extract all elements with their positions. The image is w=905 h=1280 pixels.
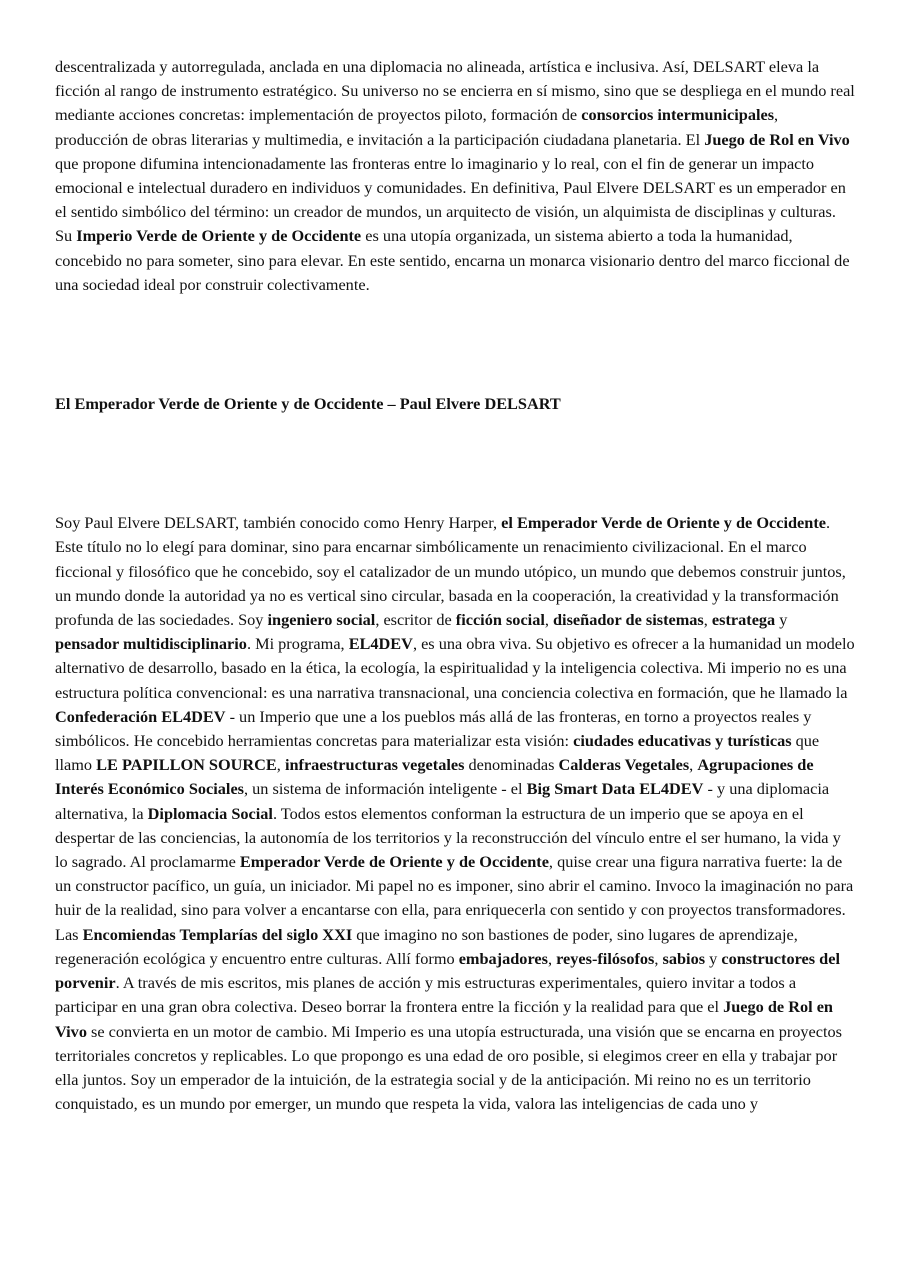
text-run: que llamo: [55, 731, 820, 775]
text-run: , producción de obras literarias y multimedia, e invitación a la participación ciudadana planetaria. El: [55, 105, 779, 149]
document-page: [55, 55, 855, 1116]
text-run: , un sistema de información inteligente - el: [244, 779, 527, 799]
bold-term: ficción social: [455, 610, 545, 630]
text-run: , quise crear una figura narrativa fuerte: la de un constructor pacífico, un guía, un iniciador. Mi papel no es imponer, sino abrir el camino. Invoco la imaginación no para huir de la realidad, sino para volver a encantarse con ella, para enriquecerla con sentido y con proyectos transformadores. Las: [55, 852, 854, 944]
text-run: - y una diplomacia alternativa, la: [55, 779, 830, 823]
text-run: se convierta en un motor de cambio. Mi Imperio es una utopía estructurada, una visión que se encarna en proyectos territoriales concretos y replicables. Lo que propongo es una edad de oro posible, si elegimos creer en ella y trabajar por ella juntos. Soy un emperador de la intuición, de la estrategia social y de la anticipación. Mi reino no es un territorio conquistado, es un mundo por emerger, un mundo que respeta la vida, valora las inteligencias de cada uno y: [55, 1021, 842, 1114]
bold-term: Juego de Rol en Vivo: [704, 129, 850, 149]
text-run: que propone difumina intencionadamente las fronteras entre lo imaginario y lo real, con el fin de generar un impacto emocional e intelectual duradero en individuos y comunidades. En definitiva, Paul Elvere DELSART es un emperador en el sentido simbólico del término: un creador de mundos, un arquitecto de visión, un alquimista de disciplinas y culturas. Su: [55, 153, 846, 246]
text-run: que imagino no son bastiones de poder, sino lugares de aprendizaje, regeneración ecológica y encuentro entre culturas. Allí formo: [55, 924, 798, 968]
section-heading: El Emperador Verde de Oriente y de Occidente – Paul Elvere DELSART: [55, 394, 561, 414]
text-run: - un Imperio que une a los pueblos más allá de las fronteras, en torno a proyectos reales y simbólicos. He concebido herramientas concretas para materializar esta visión:: [55, 706, 812, 751]
text-run: y: [775, 610, 788, 630]
bold-term: pensador multidisciplinario: [55, 634, 247, 654]
text-run: descentralizada y autorregulada, anclada en una diplomacia no alineada, artística e inclusiva. Así, DELSART eleva la ficción al rango de instrumento estratégico. Su universo no se encierra en sí mismo, sino que se despliega en el mundo real mediante acciones concretas: implementación de proyectos piloto, formación de: [55, 57, 855, 125]
text-run: . A través de mis escritos, mis planes de acción y mis estructuras experimentales, quiero invitar a todos a participar en una gran obra colectiva. Deseo borrar la frontera entre la ficción y la realidad para que el: [55, 973, 797, 1017]
bold-term: el Emperador Verde de Oriente y de Occidente: [501, 513, 826, 533]
text-run: ,: [276, 755, 285, 775]
text-run: ,: [654, 948, 663, 968]
bold-term: consorcios intermunicipales: [581, 105, 775, 125]
bold-term: Calderas Vegetales: [558, 755, 690, 775]
text-run: , es una obra viva. Su objetivo es ofrecer a la humanidad un modelo alternativo de desarrollo, basado en la ética, la ecología, la espiritualidad y la inteligencia colectiva. Mi imperio no es una estructura política convencional: es una narrativa transnacional, una conciencia colectiva en formación, que he llamado la: [55, 634, 855, 702]
text-run: , escritor de: [375, 610, 456, 630]
text-run: . Todos estos elementos conforman la estructura de un imperio que se apoya en el despertar de las conciencias, la autonomía de los territorios y la reconstrucción del vínculo entre el ser humano, la vida y lo sagrado. Al proclamarme: [55, 803, 841, 872]
bold-term: sabios: [662, 948, 706, 968]
bold-term: Juego de Rol en Vivo: [55, 997, 833, 1041]
text-run: Soy Paul Elvere DELSART, también conocido como Henry Harper,: [55, 513, 502, 533]
bold-term: Big Smart Data EL4DEV: [526, 779, 704, 799]
text-run: es una utopía organizada, un sistema abierto a toda la humanidad, concebido no para someter, sino para elevar. En este sentido, encarna un monarca visionario dentro del marco ficcional de una sociedad ideal por construir colectivamente.: [55, 226, 850, 294]
text-run: . Mi programa,: [246, 634, 349, 654]
bold-term: ciudades educativas y turísticas: [573, 731, 792, 751]
bold-term: embajadores: [458, 948, 548, 968]
bold-term: Confederación EL4DEV: [55, 706, 226, 726]
text-run: denominadas: [464, 755, 559, 775]
text-run: y: [705, 948, 722, 968]
bold-term: LE PAPILLON SOURCE: [96, 755, 277, 775]
bold-term: reyes-filósofos: [556, 948, 655, 968]
paragraph-intro-continuation: [55, 55, 855, 297]
bold-term: infraestructuras vegetales: [284, 755, 465, 775]
bold-term: ingeniero social: [267, 610, 376, 630]
text-run: ,: [703, 610, 712, 630]
bold-term: Imperio Verde de Oriente y de Occidente: [76, 226, 362, 246]
bold-term: EL4DEV: [348, 634, 413, 654]
text-run: ,: [544, 610, 553, 630]
bold-term: estratega: [711, 610, 776, 630]
bold-term: Agrupaciones de Interés Económico Sociales: [55, 755, 814, 799]
bold-term: Diplomacia Social: [147, 803, 273, 823]
bold-term: diseñador de sistemas: [553, 610, 704, 630]
text-run: ,: [547, 948, 557, 968]
text-run: . Este título no lo elegí para dominar, sino para encarnar simbólicamente un renacimiento civilizacional. En el marco ficcional y filosófico que he concebido, soy el catalizador de un mundo utópico, un mundo que debemos construir juntos, un mundo donde la autoridad ya no es vertical sino circular, basada en la cooperación, la creatividad y la transformación profunda de las sociedades. Soy: [55, 513, 846, 630]
bold-term: Encomiendas Templarías del siglo XXI: [82, 924, 353, 944]
bold-term: Emperador Verde de Oriente y de Occidente: [239, 852, 549, 872]
paragraph-first-person: [55, 511, 855, 1116]
bold-term: constructores del porvenir: [55, 948, 840, 993]
text-run: ,: [689, 755, 698, 775]
